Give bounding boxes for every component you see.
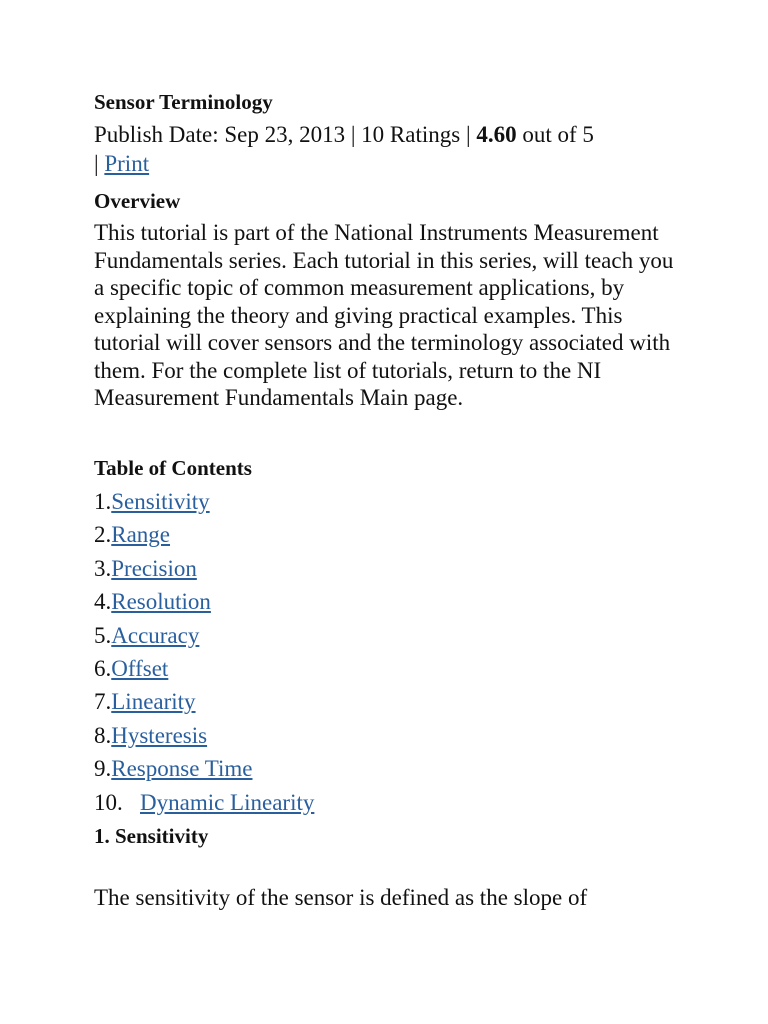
toc-link-sensitivity[interactable]: Sensitivity (111, 489, 210, 514)
toc-number: 1. (94, 489, 112, 514)
toc-link-accuracy[interactable]: Accuracy (111, 622, 200, 648)
toc-link-offset[interactable]: Offset (111, 655, 169, 681)
overview-paragraph: This tutorial is part of the National Instruments Measurement Fundamentals series. Each tutorial in this series, will teach you a specific topic of common measurement applications, by explaining the theory and giving practical examples. This tutorial will cover sensors and the terminology associated with them. For the complete list of tutorials, return to the NI Measurement Fundamentals Main page. (94, 220, 674, 410)
toc-link-precision[interactable]: Precision (111, 555, 197, 581)
toc-link-response-time[interactable]: Response Time (111, 756, 253, 782)
toc-item-offset (94, 652, 694, 685)
toc-item-linearity (94, 685, 694, 718)
section-paragraph-sensitivity: The sensitivity of the sensor is defined as the slope of (94, 885, 588, 910)
toc-item-precision (94, 552, 694, 585)
rating-value: 4.60 (476, 122, 517, 147)
toc-number: 7. (94, 689, 112, 715)
toc-link-dynamic-linearity[interactable]: Dynamic Linearity (140, 789, 315, 815)
rating-suffix: out of 5 (516, 122, 594, 147)
overview-heading: Overview (94, 189, 181, 213)
toc-link-linearity[interactable]: Linearity (111, 689, 196, 715)
document-title: Sensor Terminology (94, 90, 273, 114)
toc-item-response-time (94, 752, 694, 785)
toc-number: 8. (94, 722, 112, 748)
toc-number: 9. (94, 756, 112, 782)
toc-number: 6. (94, 655, 112, 681)
separator: | (94, 151, 105, 176)
toc-number: 3. (94, 555, 112, 581)
toc-item-resolution (94, 585, 694, 618)
table-of-contents (94, 485, 694, 819)
section-heading-sensitivity: 1. Sensitivity (94, 824, 209, 848)
toc-item-dynamic-linearity (94, 786, 694, 819)
toc-item-accuracy (94, 619, 694, 652)
toc-number: 10. (94, 789, 123, 815)
toc-item-hysteresis (94, 719, 694, 752)
toc-item-range (94, 518, 694, 551)
publish-date-ratings: Publish Date: Sep 23, 2013 | 10 Ratings | (94, 122, 477, 147)
toc-link-hysteresis[interactable]: Hysteresis (111, 722, 208, 748)
toc-item-sensitivity (94, 485, 694, 518)
toc-heading: Table of Contents (94, 456, 252, 480)
toc-number: 4. (94, 589, 112, 615)
publish-info (94, 120, 694, 178)
toc-number: 5. (94, 622, 112, 648)
toc-number: 2. (94, 522, 112, 548)
toc-link-resolution[interactable]: Resolution (111, 589, 211, 615)
print-link[interactable]: Print (104, 151, 150, 176)
toc-link-range[interactable]: Range (111, 522, 171, 548)
